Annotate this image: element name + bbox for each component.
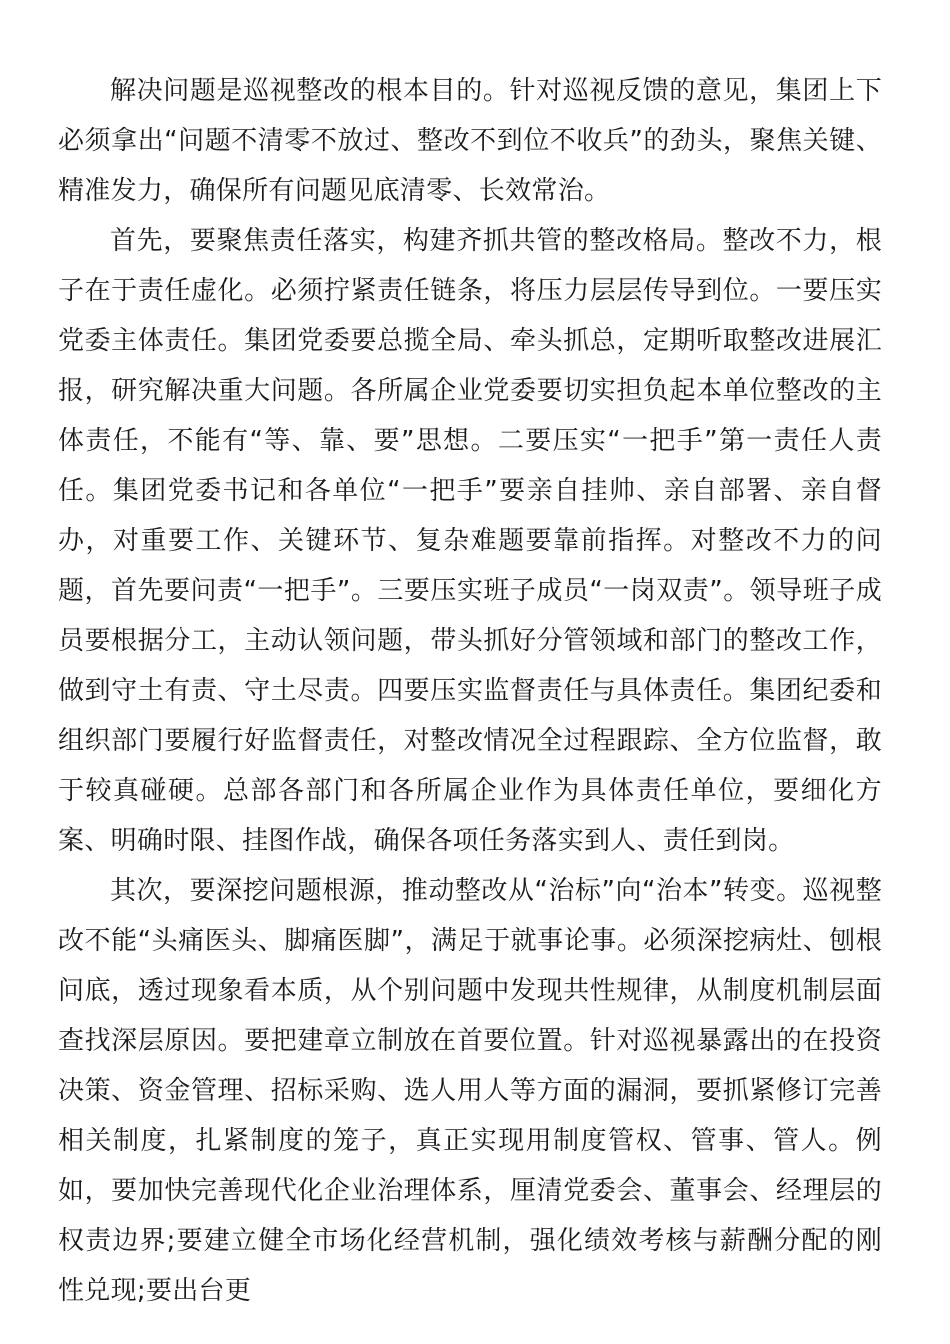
paragraph-first-responsibility: 首先，要聚焦责任落实，构建齐抓共管的整改格局。整改不力，根子在于责任虚化。必须拧紧责任链条，将压力层层传导到位。一要压实党委主体责任。集团党委要总揽全局、牵头抓总，定期听取整改进展汇报，研究解决重大问题。各所属企业党委要切实担负起本单位整改的主体责任，不能有“等、靠、要”思想。二要压实“一把手”第一责任人责任。集团党委书记和各单位“一把手”要亲自挂帅、亲自部署、亲自督办，对重要工作、关键环节、复杂难题要靠前指挥。对整改不力的问题，首先要问责“一把手”。三要压实班子成员“一岗双责”。领导班子成员要根据分工，主动认领问题，带头抓好分管领域和部门的整改工作，做到守土有责、守土尽责。四要压实监督责任与具体责任。集团纪委和组织部门要履行好监督责任，对整改情况全过程跟踪、全方位监督，敢于较真碰硬。总部各部门和各所属企业作为具体责任单位，要细化方案、明确时限、挂图作战，确保各项任务落实到人、责任到岗。 xyxy=(58,226,882,856)
paragraph-intro: 解决问题是巡视整改的根本目的。针对巡视反馈的意见，集团上下必须拿出“问题不清零不放过、整改不到位不收兵”的劲头，聚焦关键、精准发力，确保所有问题见底清零、长效常治。 xyxy=(58,76,882,206)
document-body xyxy=(58,66,882,1316)
paragraph-second-root-cause: 其次，要深挖问题根源，推动整改从“治标”向“治本”转变。巡视整改不能“头痛医头、脚痛医脚”，满足于就事论事。必须深挖病灶、刨根问底，透过现象看本质，从个别问题中发现共性规律，从制度机制层面查找深层原因。要把建章立制放在首要位置。针对巡视暴露出的在投资决策、资金管理、招标采购、选人用人等方面的漏洞，要抓紧修订完善相关制度，扎紧制度的笼子，真正实现用制度管权、管事、管人。例如，要加快完善现代化企业治理体系，厘清党委会、董事会、经理层的权责边界;要建立健全市场化经营机制，强化绩效考核与薪酬分配的刚性兑现;要出台更 xyxy=(58,876,882,1306)
